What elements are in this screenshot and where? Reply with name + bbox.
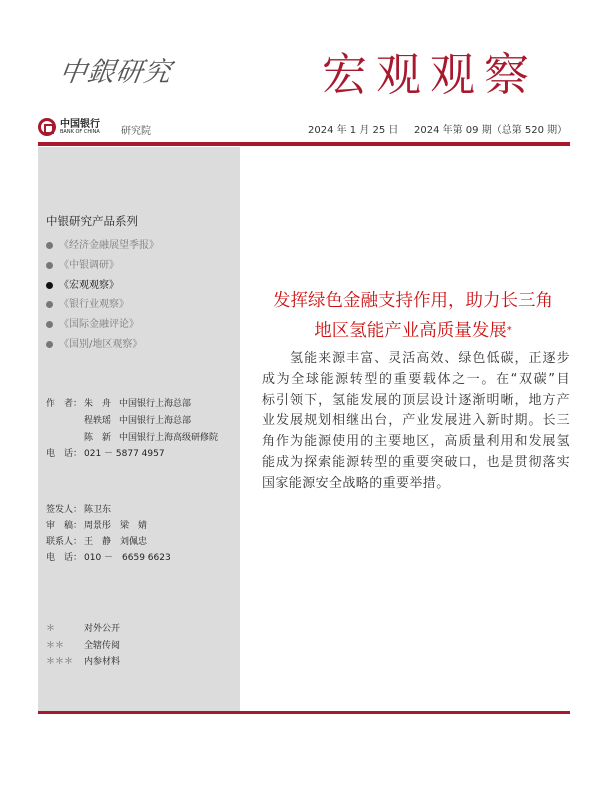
- bullet-icon: [46, 242, 53, 249]
- author-org: 中国银行上海总部: [119, 416, 192, 426]
- issuer: 陈卫东: [84, 505, 112, 515]
- abstract-line: 国家能源安全战略的重要举措。: [262, 475, 450, 491]
- bank-name-en: BANK OF CHINA: [60, 128, 100, 135]
- classification-stars: ＊＊＊: [46, 657, 74, 667]
- bank-logo: [38, 118, 100, 136]
- bullet-icon: [46, 321, 53, 328]
- authors-phone: 021 － 5877 4957: [84, 449, 165, 459]
- abstract-line: 成为全球能源转型的重要载体之一。在“双碳”目: [262, 371, 570, 387]
- issuer-label: 签发人：: [46, 505, 83, 515]
- contact-label: 联系人：: [46, 537, 83, 547]
- author-name: 陈 新: [84, 433, 112, 443]
- product-item: 《中银调研》: [46, 256, 119, 271]
- product-item: 《国别/地区观察》: [46, 335, 142, 350]
- research-logo-calligraphy: 中銀研究: [57, 57, 174, 88]
- product-item: 《经济金融展望季报》: [46, 236, 159, 251]
- bank-name-cn: 中国银行: [60, 118, 100, 130]
- reviewers: 周景彤 梁 婧: [84, 521, 148, 531]
- product-item-active: 《宏观观察》: [46, 276, 119, 291]
- bullet-icon: [46, 301, 53, 308]
- classification-label: 内参材料: [84, 657, 121, 667]
- authors-label: 作 者：: [46, 399, 83, 409]
- contact-phone: 010 － 6659 6623: [84, 553, 171, 563]
- phone-label: 电 话：: [46, 449, 83, 459]
- abstract-line: 业发展规划相继出台，产业发展进入新时期。长三: [262, 413, 570, 429]
- article-abstract: [262, 349, 570, 495]
- header-divider: [38, 142, 570, 146]
- product-item: 《国际金融评论》: [46, 315, 139, 330]
- issue-number: 2024 年第 09 期（总第 520 期）: [414, 125, 568, 136]
- reviewer-label: 审 稿：: [46, 521, 83, 531]
- title-footnote-mark: *: [506, 325, 512, 336]
- classification-stars: ＊: [46, 624, 56, 634]
- author-org: 中国银行上海总部: [119, 399, 192, 409]
- sidebar: [38, 147, 240, 712]
- product-item: 《银行业观察》: [46, 295, 129, 310]
- institute-label: 研究院: [121, 126, 151, 137]
- abstract-line: 角作为能源使用的主要地区，高质量利用和发展氢: [262, 434, 570, 450]
- publish-date: 2024 年 1 月 25 日: [308, 125, 399, 136]
- bank-of-china-emblem-icon: [38, 118, 56, 136]
- footer-divider: [38, 711, 570, 714]
- classification-stars: ＊＊: [46, 641, 65, 651]
- contacts: 王 静 刘佩忠: [84, 537, 148, 547]
- classification-label: 全辖传阅: [84, 641, 121, 651]
- phone-label: 电 话：: [46, 553, 83, 563]
- bullet-icon: [46, 341, 53, 348]
- article-title-line: 发挥绿色金融支持作用，助力长三角: [273, 291, 553, 311]
- abstract-line: 标引领下，氢能发展的顶层设计逐渐明晰，地方产: [262, 392, 570, 408]
- classification-label: 对外公开: [84, 624, 121, 634]
- bullet-icon: [46, 282, 53, 289]
- abstract-line: 能成为探索能源转型的重要突破口，也是贯彻落实: [262, 454, 570, 470]
- author-name: 朱 舟: [84, 399, 112, 409]
- article-title: [248, 286, 578, 346]
- author-name: 程轶瑶: [84, 416, 112, 426]
- series-heading: 中银研究产品系列: [46, 214, 138, 228]
- series-title: 宏观观察: [322, 48, 539, 101]
- abstract-line: 氢能来源丰富、灵活高效、绿色低碳，正逐步: [262, 351, 570, 366]
- bullet-icon: [46, 262, 53, 269]
- author-org: 中国银行上海高级研修院: [119, 433, 219, 443]
- article-title-line: 地区氢能产业高质量发展: [314, 321, 507, 341]
